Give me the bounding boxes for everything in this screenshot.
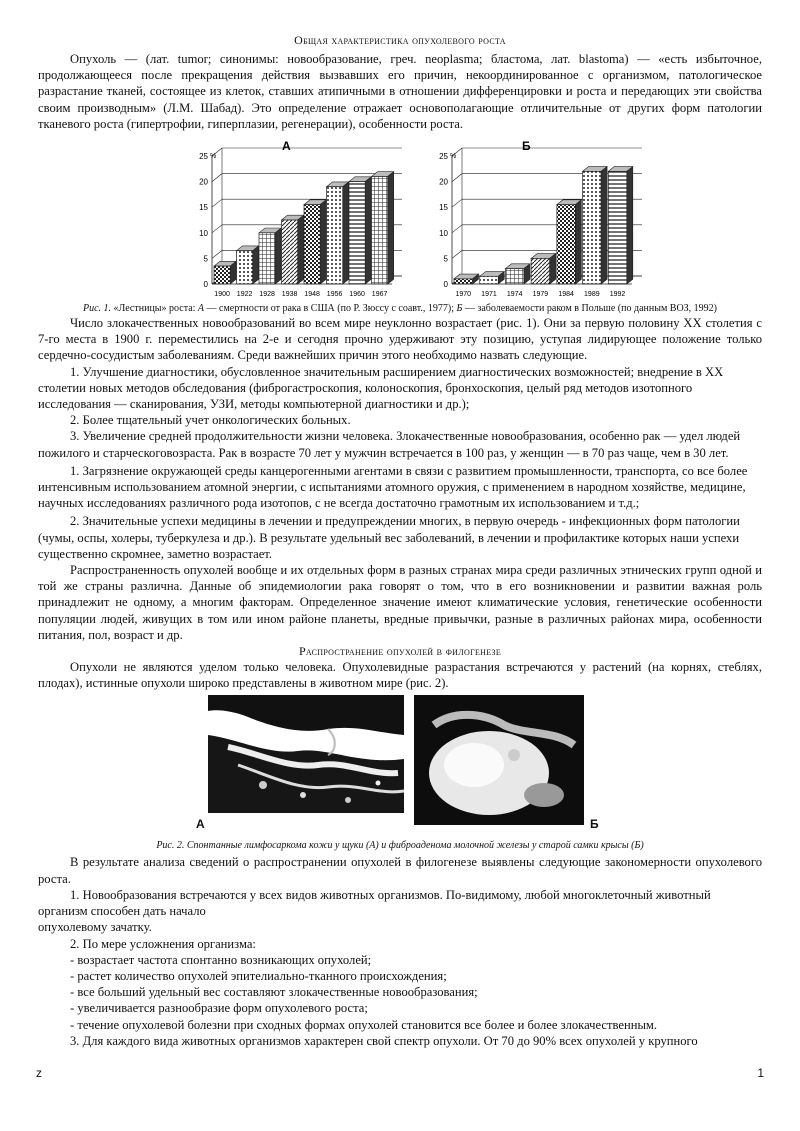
bar (237, 251, 253, 284)
chart-a (178, 134, 408, 304)
figure-2 (38, 695, 762, 837)
figure-2-label-a: А (196, 817, 205, 832)
footer-mark: z (36, 1066, 42, 1080)
y-tick-label: 25 (199, 152, 208, 162)
page-number: 1 (757, 1066, 764, 1080)
gridline (452, 199, 462, 207)
x-tick-label: 1960 (349, 291, 365, 299)
y-tick-label: 15 (439, 203, 448, 213)
x-tick-label: 1922 (236, 291, 253, 299)
x-tick-label: 1970 (455, 291, 472, 299)
chart-b-svg (418, 134, 648, 304)
figure-1 (38, 134, 762, 304)
list-item-1: 1. Улучшение диагностики, обусловленное значительным расширением диагностических возможностей; внедрение в XX столетии новых методов обследования (фиброгастроскопия, колоноскопия, бронхоскопия, целый ряд методов изотопного исследования — сканирования, УЗИ, методы компьютерной диагностики и др.); (38, 364, 724, 412)
gridline (452, 250, 462, 258)
bar (259, 233, 275, 284)
figure-2-caption: Рис. 2. Спонтанные лимфосаркома кожи у щуки (А) и фиброаденома молочной железы у старой самки крысы (Б) (156, 840, 644, 852)
x-tick-label: 1948 (304, 291, 320, 299)
bar-side (601, 167, 607, 284)
section-heading: Распространение опухолей в филогенезе (298, 644, 502, 659)
bar-side (253, 246, 259, 284)
list-item-6-continued: опухолевому зачатку. (38, 920, 152, 935)
x-tick-label: 1989 (584, 291, 600, 299)
paragraph-phylogenesis: Опухоли не являются уделом только человека. Опухолевидные разрастания встречаются у растений (на корнях, стеблях, плодах), истинные опухоли широко представлены в животном мире (рис. 2). (38, 660, 762, 691)
bar (505, 269, 524, 284)
paragraph-statistics: Число злокачественных новообразований во всем мире неуклонно возрастает (рис. 1). Они за первую половину XX столетия с 7-го места в 1900 г. переместились на 2-е и сегодня прочно удерживают эту позицию, уступая лидирующее положение только сердечно-сосудистым заболеваниям. Среди важнейших причин этого необходимо назвать следующие. (38, 316, 762, 363)
dash-item-3: - все больший удельный вес составляют злокачественные новообразования; (70, 985, 478, 1000)
paragraph-regularities: В результате анализа сведений о распространении опухолей в филогенезе выявлены следующие закономерности опухолевого роста. (38, 855, 762, 886)
dash-item-2: - растет количество опухолей эпителиально-тканного происхождения; (70, 968, 447, 983)
chart-title: Б (522, 139, 531, 154)
bar (372, 176, 388, 284)
gridline (212, 199, 222, 207)
bar-side (575, 200, 581, 284)
page-title: Общая характеристика опухолевого роста (294, 33, 506, 47)
gridline (452, 174, 462, 182)
y-tick-label: 15 (199, 203, 208, 213)
dash-item-4: - увеличивается разнообразие форм опухолевого роста; (70, 1001, 368, 1016)
paragraph-definition: Опухоль — (лат. tumor; синонимы: новообразование, греч. neoplasma; бластома, лат. blastoma) — «есть избыточное, продолжающееся после прекращения действия вызвавших его причин, некоординированное с организмом, патологическое разрастание тканей, состоящее из клеток, ставших атипичными в отношении дифференцировки и роста и передающих эти свойства своим производным» (Л.М. Шабад). Это определение отражает основополагающие отличительные от других форм патологии тканевого роста (гипертрофии, гиперплазии, регенерации), особенности роста. (38, 52, 762, 131)
chart-title: А (282, 139, 291, 154)
bar (327, 187, 343, 284)
chart-b (418, 134, 648, 304)
bar-side (550, 254, 556, 284)
bar-side (388, 172, 394, 284)
bar (304, 205, 320, 284)
bar (608, 171, 627, 284)
bar (349, 182, 365, 284)
figure-1-caption: Рис. 1. «Лестницы» роста: А — смертности от рака в США (по Р. Зюссу с соавт., 1977); Б — заболеваемости раком в Польше (по данным ВОЗ, 1992) (82, 303, 718, 315)
bar-side (298, 215, 304, 284)
dash-item-1: - возрастает частота спонтанно возникающих опухолей; (70, 952, 372, 967)
chart-a-svg (178, 134, 408, 304)
gridline (212, 250, 222, 258)
y-tick-label: 0 (203, 280, 208, 290)
x-tick-label: 1956 (326, 291, 343, 299)
x-tick-label: 1974 (506, 291, 523, 299)
list-item-3: 3. Увеличение средней продолжительности жизни человека. Злокачественные новообразования, особенно рак — удел людей пожилого и старческоговозраста. Рак в возрасте 70 лет у мужчин встречается в 100 раз, у женщин — в 70 раз чаще, чем в 30 лет. (38, 429, 741, 460)
y-axis-label: % (450, 153, 457, 161)
y-tick-label: 20 (199, 177, 208, 187)
list-item-5: 2. Значительные успехи медицины в лечении и предупреждении многих, в первую очередь - инфекционных форм патологии (чумы, оспы, холеры, туберкулеза и др.). В результате удельный вес заболеваний, в лечении и профилактике которых наши успехи существенно скромнее, заметно возрастает. (38, 514, 740, 561)
gridline (212, 225, 222, 233)
x-tick-label: 1900 (214, 291, 230, 299)
bar-side (320, 200, 326, 284)
list-item-7: 2. По мере усложнения организма: (70, 936, 256, 951)
y-axis-label: % (210, 153, 217, 161)
list-item-8: 3. Для каждого вида животных организмов характерен свой спектр опухоли. От 70 до 90% всех опухолей у крупного (70, 1033, 698, 1048)
bar (454, 279, 473, 284)
bar (214, 266, 230, 284)
dash-item-5: - течение опухолевой болезни при сходных формах опухолей становится все более и более злокачественным. (70, 1017, 658, 1032)
rat-fibroadenoma-photo (414, 695, 584, 825)
bar (557, 205, 576, 284)
page-footer (36, 1066, 764, 1080)
y-tick-label: 10 (439, 228, 448, 238)
x-tick-label: 1992 (609, 291, 626, 299)
document-page (38, 32, 762, 1049)
bar-side (365, 177, 371, 284)
gridline (452, 225, 462, 233)
list-item-2: 2. Более тщательный учет онкологических больных. (70, 413, 351, 428)
y-tick-label: 0 (443, 280, 448, 290)
x-tick-label: 1928 (259, 291, 275, 299)
x-tick-label: 1971 (481, 291, 497, 299)
list-item-6: 1. Новообразования встречаются у всех видов животных организмов. По-видимому, любой многоклеточный животный организм способен дать начало (38, 887, 711, 919)
bar (480, 276, 499, 284)
x-tick-label: 1979 (532, 291, 549, 299)
bar-side (275, 228, 281, 284)
figure-2-label-b: Б (590, 817, 599, 832)
gridline (212, 174, 222, 182)
x-tick-label: 1967 (371, 291, 388, 299)
y-tick-label: 10 (199, 228, 208, 238)
bar-side (343, 182, 349, 284)
bar (583, 171, 602, 284)
y-tick-label: 5 (203, 254, 208, 264)
pike-lymphosarcoma-photo (208, 695, 404, 813)
y-tick-label: 25 (439, 152, 448, 162)
bar-side (627, 167, 633, 284)
x-tick-label: 1938 (281, 291, 298, 299)
x-tick-label: 1984 (558, 291, 574, 299)
y-tick-label: 5 (443, 254, 448, 264)
paragraph-epidemiology: Распространенность опухолей вообще и их отдельных форм в разных странах мира среди различных этнических групп одной и той же страны различна. Данные об эпидемиологии рака говорят о том, что в его возникновении и развитии важная роль принадлежит не одному, а многим факторам. Определенное значение имеют климатические условия, генетические особенности популяции людей, живущих в том или ином районе планеты, вредные привычки, разные в различных районах мира, особенности питания, пол, возраст и др. (38, 563, 762, 642)
bar (531, 258, 550, 284)
list-item-4: 1. Загрязнение окружающей среды канцерогенными агентами в связи с развитием промышленности, транспорта, со все более интенсивным использованием атомной энергии, с испытаниями атомного оружия, с применением в народном хозяйстве, медицине, научных исследованиях различного рода изотопов, с не всегда достаточно грамотным их использованием и т.д.; (38, 463, 748, 511)
y-tick-label: 20 (439, 177, 448, 187)
bar (282, 220, 298, 284)
